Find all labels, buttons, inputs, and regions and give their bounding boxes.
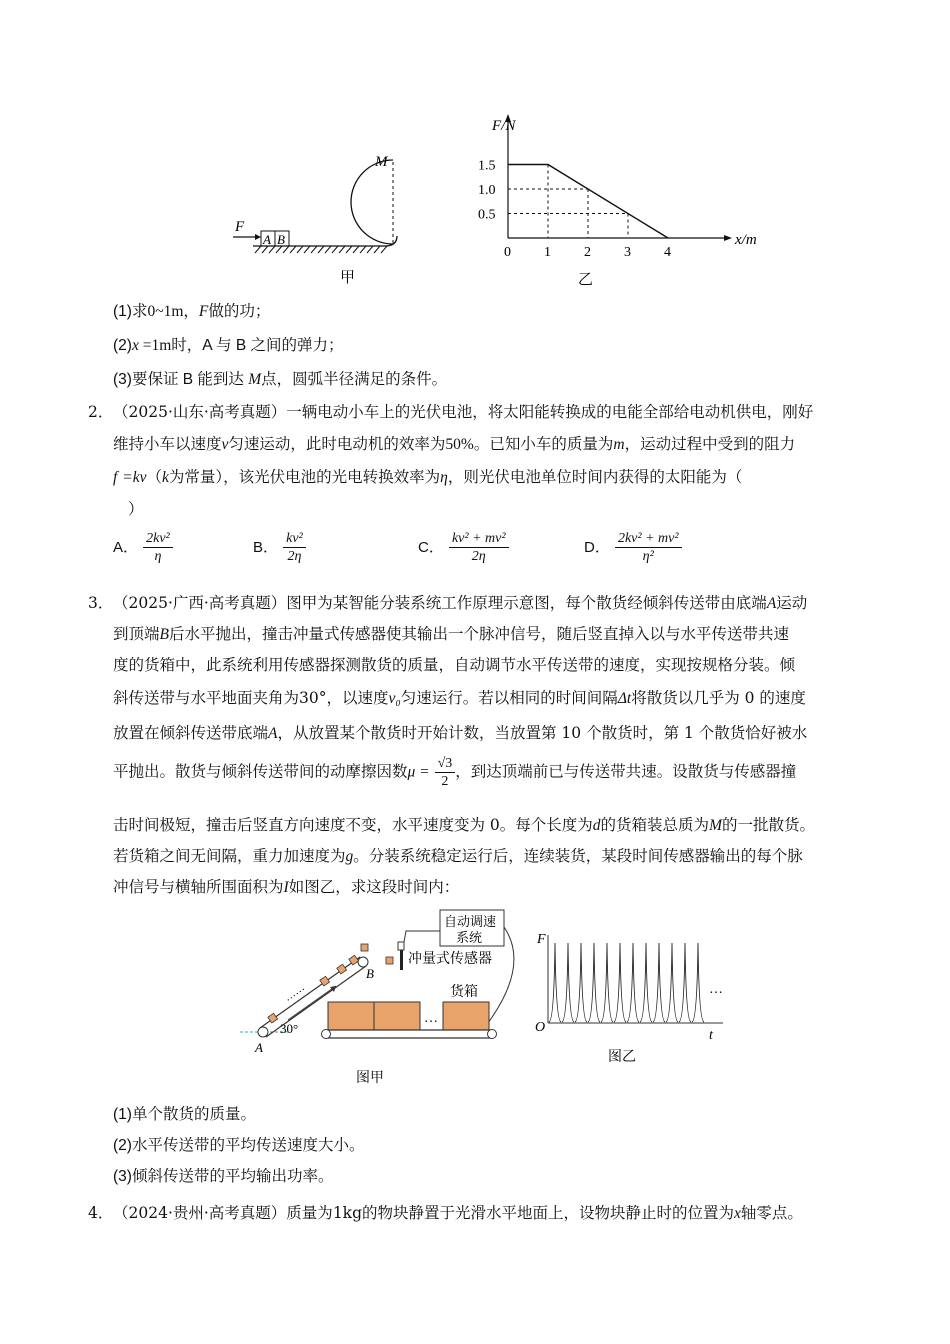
pulse-peak: [562, 943, 574, 1022]
x-tick-label: 4: [664, 245, 671, 260]
q2-option-b[interactable]: B． $\frac{\text{kv²}}{2\eta}$: [253, 530, 306, 565]
pulse-peak: [614, 943, 626, 1022]
q4-number: 4．: [88, 1204, 114, 1222]
q2-option-c[interactable]: C． $\frac{\text{kv² + mv²}}{2\eta}$: [418, 530, 509, 565]
point-m-label: M: [375, 154, 388, 170]
q3-line-2: 到顶端B后水平抛出，撞击冲量式传感器使其输出一个脉冲信号，随后竖直掉入以与水平传送带共速: [113, 625, 789, 643]
sensor-label: 冲量式传感器: [408, 952, 492, 967]
q2-line-4: ）: [128, 500, 144, 518]
figure-sorting-system: [238, 905, 530, 1090]
figure-yi-fx-chart: [470, 108, 760, 290]
caption-yi: 乙: [578, 272, 594, 288]
caption-tu-yi: 图乙: [608, 1050, 636, 1065]
pulse-peak: [640, 943, 652, 1022]
pulse-origin-label: O: [535, 1020, 546, 1035]
pulse-peak: [549, 943, 561, 1022]
q1-part-3: (3)要保证 B 能到达 M点，圆弧半径满足的条件。: [113, 371, 448, 388]
x-tick-label: 1: [544, 245, 551, 260]
pulse-peak: [692, 943, 704, 1022]
x-tick-label: 2: [584, 245, 591, 260]
block-a-label: A: [263, 232, 271, 247]
svg-text:······: ······: [283, 983, 309, 1007]
auto-box-line-2: 系统: [456, 930, 483, 945]
q2-line-3: f =kv（k为常量），该光伏电池的光电转换效率为η，则光伏电池单位时间内获得的太阳能为（: [113, 468, 743, 486]
q3-line-1: （2025·广西·高考真题）图甲为某智能分装系统工作原理示意图，每个散货经倾斜传送带由底端A运动: [113, 594, 808, 612]
y-axis-label: F/N: [492, 118, 516, 134]
pulse-peak: [601, 943, 613, 1022]
q2-number: 2．: [88, 403, 114, 421]
q3-part-2: (2)水平传送带的平均传送速度大小。: [113, 1137, 365, 1154]
x-tick-label: 3: [624, 245, 631, 260]
q1-part-2: (2)x =1m时，A 与 B 之间的弹力；: [113, 337, 344, 354]
y-tick-label: 1.5: [478, 158, 496, 174]
caption-tu-jia: 图甲: [356, 1071, 384, 1086]
q3-line-3: 度的货箱中，此系统利用传感器探测散货的质量，自动调节水平传送带的速度，实现按规格分装。倾: [113, 656, 796, 674]
q3-line-9: 冲信号与横轴所围面积为I如图乙，求这段时间内：: [113, 878, 460, 896]
pulse-peak: [588, 943, 600, 1022]
q4-line-1: （2024·贵州·高考真题）质量为1kg的物块静置于光滑水平地面上，设物块静止时的位置为x轴零点。: [113, 1204, 803, 1222]
auto-box-line-1: 自动调速: [444, 914, 497, 929]
block-b-label: B: [277, 232, 285, 247]
boxes-ellipsis: …: [424, 1011, 438, 1026]
q3-line-8: 若货箱之间无间隔，重力加速度为g。分装系统稳定运行后，连续装货，某段时间传感器输出的每个脉: [113, 847, 803, 865]
q2-option-d[interactable]: D． $\frac{\text{2kv² + mv²}}{\text{η²}}$: [584, 530, 682, 565]
q3-line-6: 平抛出。散货与倾斜传送带间的动摩擦因数μ = $\frac{√3}{2}$ ，到达顶端前已与传送带共速。设散货与传感器撞: [113, 756, 797, 789]
pulse-y-label: F: [537, 932, 546, 947]
pulse-peak: [575, 943, 587, 1022]
figure-jia: [225, 140, 445, 290]
x-axis-label: x/m: [735, 232, 757, 248]
q2-option-a[interactable]: A． $\frac{\text{2kv²}}{\eta}$: [113, 530, 173, 565]
q3-line-5: 放置在倾斜传送带底端A，从放置某个散货时开始计数，当放置第 10 个散货时，第 1 个散货恰好被水: [113, 724, 808, 742]
angle-label: 30°: [280, 1021, 299, 1036]
pulse-peak: [679, 943, 691, 1022]
q2-line-1: （2025·山东·高考真题）一辆电动小车上的光伏电池，将太阳能转换成的电能全部给电动机供电，刚好: [113, 403, 814, 421]
point-a-label: A: [255, 1040, 263, 1055]
pulse-ellipsis: …: [709, 982, 723, 997]
force-label: F: [235, 219, 245, 235]
q3-part-3: (3)倾斜传送带的平均输出功率。: [113, 1168, 334, 1185]
caption-jia: 甲: [340, 270, 356, 286]
q3-line-7: 击时间极短，撞击后竖直方向速度不变，水平速度变为 0。每个长度为d的货箱装总质为M的一批散货。: [113, 816, 815, 834]
q2-line-2: 维持小车以速度v匀速运动，此时电动机的效率为50%。已知小车的质量为m，运动过程中受到的阻力: [113, 435, 796, 453]
q3-part-1: (1)单个散货的质量。: [113, 1106, 256, 1123]
figure-pulse-chart: [533, 925, 733, 1065]
x-tick-label: 0: [504, 245, 511, 260]
pulse-x-label: t: [709, 1028, 713, 1043]
y-tick-label: 0.5: [478, 207, 496, 223]
pulse-peak: [666, 943, 678, 1022]
q3-line-4: 斜传送带与水平地面夹角为30°，以速度v₀匀速运行。若以相同的时间间隔Δt将散货以几乎为 0 的速度: [113, 689, 806, 707]
box-label: 货箱: [450, 985, 478, 1000]
point-b-label: B: [366, 966, 374, 981]
pulse-peak: [653, 943, 665, 1022]
y-tick-label: 1.0: [478, 183, 496, 198]
pulse-peak: [627, 943, 639, 1022]
q3-number: 3．: [88, 594, 114, 612]
q1-part-1: (1)求0~1m，F做的功；: [113, 303, 271, 320]
